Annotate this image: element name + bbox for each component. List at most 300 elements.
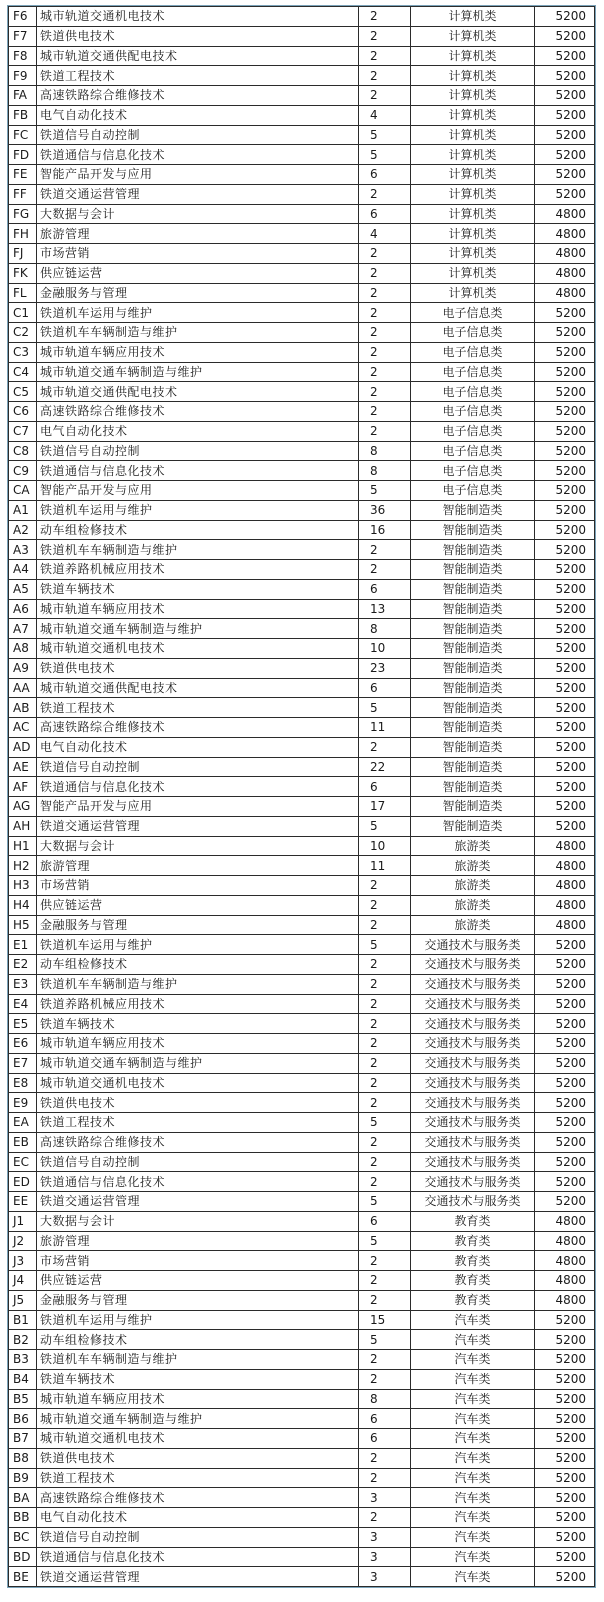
table-row [9,1389,595,1409]
program-count-cell: 5 [359,935,411,955]
program-code-cell: E3 [9,974,37,994]
program-fee-cell: 5200 [535,1113,595,1133]
table-row [9,1369,595,1389]
program-name-cell: 城市轨道交通车辆制造与维护 [37,362,359,382]
program-name-cell: 铁道车辆技术 [37,1369,359,1389]
program-name-cell: 铁道供电技术 [37,26,359,46]
program-code-cell: H3 [9,876,37,896]
table-row [9,1409,595,1429]
program-fee-cell: 5200 [535,1172,595,1192]
program-code-cell: EC [9,1152,37,1172]
program-name-cell: 铁道通信与信息化技术 [37,145,359,165]
program-count-cell: 2 [359,1508,411,1528]
program-name-cell: 城市轨道车辆应用技术 [37,1389,359,1409]
program-name-cell: 市场营销 [37,1251,359,1271]
table-row [9,204,595,224]
program-name-cell: 铁道工程技术 [37,1468,359,1488]
program-count-cell: 2 [359,1132,411,1152]
program-name-cell: 高速铁路综合维修技术 [37,718,359,738]
program-code-cell: C7 [9,421,37,441]
program-code-cell: F9 [9,66,37,86]
program-count-cell: 2 [359,1290,411,1310]
table-row [9,66,595,86]
table-row [9,1053,595,1073]
program-name-cell: 金融服务与管理 [37,915,359,935]
program-category-cell: 交通技术与服务类 [411,1093,535,1113]
program-fee-cell: 5200 [535,718,595,738]
table-frame [7,5,596,1588]
table-row [9,1132,595,1152]
program-name-cell: 城市轨道车辆应用技术 [37,342,359,362]
program-code-cell: FK [9,263,37,283]
program-category-cell: 教育类 [411,1251,535,1271]
program-name-cell: 铁道养路机械应用技术 [37,994,359,1014]
program-code-cell: B4 [9,1369,37,1389]
program-count-cell: 2 [359,955,411,975]
program-count-cell: 6 [359,777,411,797]
table-row [9,1508,595,1528]
program-fee-cell: 5200 [535,678,595,698]
program-code-cell: BE [9,1567,37,1587]
program-code-cell: J3 [9,1251,37,1271]
program-category-cell: 教育类 [411,1211,535,1231]
table-row [9,263,595,283]
program-category-cell: 旅游类 [411,895,535,915]
program-fee-cell: 5200 [535,1014,595,1034]
program-category-cell: 交通技术与服务类 [411,1034,535,1054]
program-category-cell: 汽车类 [411,1508,535,1528]
program-count-cell: 2 [359,1073,411,1093]
program-count-cell: 2 [359,1350,411,1370]
program-category-cell: 智能制造类 [411,816,535,836]
table-row [9,599,595,619]
program-category-cell: 电子信息类 [411,342,535,362]
table-row [9,718,595,738]
program-category-cell: 交通技术与服务类 [411,1014,535,1034]
program-name-cell: 城市轨道交通车辆制造与维护 [37,619,359,639]
program-name-cell: 城市轨道交通机电技术 [37,1073,359,1093]
program-category-cell: 交通技术与服务类 [411,1113,535,1133]
table-row [9,1488,595,1508]
program-code-cell: B6 [9,1409,37,1429]
table-row [9,619,595,639]
table-row [9,1468,595,1488]
program-category-cell: 教育类 [411,1271,535,1291]
program-count-cell: 3 [359,1527,411,1547]
program-code-cell: E1 [9,935,37,955]
program-name-cell: 城市轨道交通供配电技术 [37,382,359,402]
table-row [9,184,595,204]
program-name-cell: 铁道机车运用与维护 [37,935,359,955]
program-count-cell: 2 [359,1093,411,1113]
program-fee-cell: 5200 [535,757,595,777]
program-name-cell: 铁道交通运营管理 [37,184,359,204]
program-code-cell: FA [9,86,37,106]
table-row [9,1231,595,1251]
program-count-cell: 5 [359,698,411,718]
program-category-cell: 交通技术与服务类 [411,974,535,994]
program-name-cell: 铁道信号自动控制 [37,441,359,461]
table-row [9,1429,595,1449]
program-fee-cell: 4800 [535,263,595,283]
program-count-cell: 8 [359,461,411,481]
program-category-cell: 计算机类 [411,184,535,204]
table-row [9,1034,595,1054]
program-category-cell: 计算机类 [411,105,535,125]
program-name-cell: 动车组检修技术 [37,520,359,540]
table-row [9,105,595,125]
program-count-cell: 10 [359,639,411,659]
program-fee-cell: 5200 [535,86,595,106]
program-count-cell: 6 [359,165,411,185]
program-category-cell: 计算机类 [411,263,535,283]
program-count-cell: 11 [359,718,411,738]
program-name-cell: 铁道机车运用与维护 [37,500,359,520]
table-row [9,1567,595,1587]
program-count-cell: 2 [359,994,411,1014]
program-fee-cell: 5200 [535,303,595,323]
program-category-cell: 智能制造类 [411,777,535,797]
program-fee-cell: 4800 [535,1271,595,1291]
program-count-cell: 2 [359,323,411,343]
program-code-cell: F8 [9,46,37,66]
table-row [9,1113,595,1133]
program-category-cell: 智能制造类 [411,500,535,520]
program-count-cell: 2 [359,46,411,66]
program-count-cell: 6 [359,204,411,224]
program-count-cell: 4 [359,224,411,244]
program-fee-cell: 5200 [535,1448,595,1468]
program-name-cell: 高速铁路综合维修技术 [37,86,359,106]
table-row [9,382,595,402]
program-fee-cell: 5200 [535,737,595,757]
program-name-cell: 金融服务与管理 [37,1290,359,1310]
program-count-cell: 6 [359,579,411,599]
table-row [9,1093,595,1113]
program-code-cell: F6 [9,7,37,27]
program-count-cell: 2 [359,1172,411,1192]
program-count-cell: 2 [359,184,411,204]
program-fee-cell: 5200 [535,1567,595,1587]
program-code-cell: EE [9,1192,37,1212]
program-code-cell: BC [9,1527,37,1547]
program-code-cell: ED [9,1172,37,1192]
program-fee-cell: 4800 [535,1251,595,1271]
program-category-cell: 电子信息类 [411,362,535,382]
program-name-cell: 高速铁路综合维修技术 [37,402,359,422]
program-name-cell: 城市轨道交通机电技术 [37,7,359,27]
program-name-cell: 铁道机车车辆制造与维护 [37,540,359,560]
program-fee-cell: 5200 [535,402,595,422]
program-code-cell: EA [9,1113,37,1133]
program-count-cell: 23 [359,658,411,678]
table-row [9,1014,595,1034]
program-category-cell: 电子信息类 [411,303,535,323]
table-row [9,461,595,481]
program-code-cell: J5 [9,1290,37,1310]
program-category-cell: 电子信息类 [411,323,535,343]
program-fee-cell: 5200 [535,1310,595,1330]
program-category-cell: 智能制造类 [411,619,535,639]
program-category-cell: 智能制造类 [411,520,535,540]
program-count-cell: 4 [359,105,411,125]
program-count-cell: 2 [359,1468,411,1488]
program-code-cell: AC [9,718,37,738]
program-category-cell: 汽车类 [411,1429,535,1449]
program-count-cell: 2 [359,1014,411,1034]
program-name-cell: 高速铁路综合维修技术 [37,1488,359,1508]
program-count-cell: 2 [359,1448,411,1468]
program-code-cell: FG [9,204,37,224]
table-row [9,856,595,876]
program-code-cell: B9 [9,1468,37,1488]
table-row [9,1547,595,1567]
program-category-cell: 交通技术与服务类 [411,1073,535,1093]
program-fee-cell: 5200 [535,362,595,382]
program-code-cell: C1 [9,303,37,323]
program-name-cell: 铁道机车运用与维护 [37,303,359,323]
program-count-cell: 5 [359,1231,411,1251]
program-category-cell: 旅游类 [411,856,535,876]
program-fee-cell: 5200 [535,7,595,27]
program-name-cell: 智能产品开发与应用 [37,165,359,185]
program-code-cell: BD [9,1547,37,1567]
program-name-cell: 市场营销 [37,244,359,264]
program-code-cell: E4 [9,994,37,1014]
program-code-cell: FB [9,105,37,125]
program-code-cell: A2 [9,520,37,540]
program-name-cell: 电气自动化技术 [37,421,359,441]
table-row [9,1251,595,1271]
program-fee-cell: 4800 [535,915,595,935]
table-row [9,7,595,27]
program-count-cell: 2 [359,876,411,896]
program-fee-cell: 5200 [535,520,595,540]
program-fee-cell: 5200 [535,26,595,46]
program-fee-cell: 5200 [535,639,595,659]
table-row [9,579,595,599]
program-count-cell: 10 [359,836,411,856]
program-name-cell: 铁道工程技术 [37,1113,359,1133]
table-row [9,540,595,560]
program-code-cell: E2 [9,955,37,975]
program-count-cell: 2 [359,1034,411,1054]
program-fee-cell: 5200 [535,1547,595,1567]
program-code-cell: AH [9,816,37,836]
program-count-cell: 2 [359,915,411,935]
program-fee-cell: 4800 [535,1290,595,1310]
program-code-cell: C8 [9,441,37,461]
program-code-cell: F7 [9,26,37,46]
program-code-cell: CA [9,481,37,501]
program-category-cell: 计算机类 [411,125,535,145]
program-fee-cell: 5200 [535,1468,595,1488]
program-category-cell: 计算机类 [411,66,535,86]
table-row [9,342,595,362]
program-fee-cell: 5200 [535,1429,595,1449]
program-code-cell: A3 [9,540,37,560]
program-fee-cell: 4800 [535,836,595,856]
program-code-cell: FF [9,184,37,204]
program-category-cell: 汽车类 [411,1330,535,1350]
program-code-cell: AF [9,777,37,797]
program-count-cell: 2 [359,86,411,106]
program-name-cell: 铁道通信与信息化技术 [37,1172,359,1192]
program-fee-cell: 5200 [535,599,595,619]
program-name-cell: 铁道供电技术 [37,1093,359,1113]
program-fee-cell: 4800 [535,244,595,264]
program-category-cell: 汽车类 [411,1567,535,1587]
table-row [9,1350,595,1370]
program-count-cell: 2 [359,1152,411,1172]
program-name-cell: 铁道车辆技术 [37,579,359,599]
table-row [9,994,595,1014]
program-name-cell: 大数据与会计 [37,836,359,856]
program-code-cell: C3 [9,342,37,362]
program-category-cell: 旅游类 [411,915,535,935]
program-count-cell: 15 [359,1310,411,1330]
program-fee-cell: 5200 [535,323,595,343]
program-code-cell: B8 [9,1448,37,1468]
program-fee-cell: 5200 [535,1034,595,1054]
program-code-cell: FJ [9,244,37,264]
program-name-cell: 市场营销 [37,876,359,896]
program-category-cell: 汽车类 [411,1350,535,1370]
program-count-cell: 2 [359,382,411,402]
table-row [9,244,595,264]
program-name-cell: 城市轨道交通机电技术 [37,639,359,659]
program-count-cell: 36 [359,500,411,520]
program-category-cell: 电子信息类 [411,402,535,422]
program-fee-cell: 4800 [535,856,595,876]
program-code-cell: J2 [9,1231,37,1251]
program-category-cell: 电子信息类 [411,441,535,461]
program-fee-cell: 4800 [535,204,595,224]
table-row [9,1330,595,1350]
program-name-cell: 动车组检修技术 [37,1330,359,1350]
program-table [8,6,595,1587]
program-name-cell: 智能产品开发与应用 [37,797,359,817]
program-count-cell: 22 [359,757,411,777]
program-code-cell: A6 [9,599,37,619]
program-category-cell: 计算机类 [411,26,535,46]
program-fee-cell: 5200 [535,1527,595,1547]
program-code-cell: C2 [9,323,37,343]
program-fee-cell: 5200 [535,658,595,678]
program-count-cell: 3 [359,1567,411,1587]
table-row [9,125,595,145]
program-name-cell: 铁道机车车辆制造与维护 [37,974,359,994]
program-count-cell: 2 [359,974,411,994]
program-fee-cell: 5200 [535,1409,595,1429]
program-fee-cell: 5200 [535,421,595,441]
program-name-cell: 旅游管理 [37,1231,359,1251]
program-name-cell: 城市轨道交通供配电技术 [37,678,359,698]
table-row [9,303,595,323]
table-row [9,1310,595,1330]
program-code-cell: FC [9,125,37,145]
program-code-cell: C5 [9,382,37,402]
program-name-cell: 铁道工程技术 [37,66,359,86]
program-name-cell: 铁道供电技术 [37,658,359,678]
program-fee-cell: 5200 [535,461,595,481]
table-row [9,658,595,678]
program-fee-cell: 4800 [535,876,595,896]
program-name-cell: 城市轨道交通供配电技术 [37,46,359,66]
program-fee-cell: 5200 [535,1152,595,1172]
program-code-cell: H1 [9,836,37,856]
program-code-cell: E9 [9,1093,37,1113]
program-fee-cell: 5200 [535,382,595,402]
program-code-cell: AD [9,737,37,757]
program-category-cell: 智能制造类 [411,718,535,738]
table-row [9,1527,595,1547]
program-fee-cell: 5200 [535,165,595,185]
program-code-cell: BA [9,1488,37,1508]
table-row [9,441,595,461]
program-name-cell: 铁道信号自动控制 [37,1152,359,1172]
program-name-cell: 电气自动化技术 [37,105,359,125]
program-fee-cell: 4800 [535,224,595,244]
program-name-cell: 铁道机车车辆制造与维护 [37,1350,359,1370]
program-fee-cell: 5200 [535,935,595,955]
program-name-cell: 电气自动化技术 [37,737,359,757]
program-category-cell: 智能制造类 [411,757,535,777]
program-code-cell: H2 [9,856,37,876]
program-count-cell: 5 [359,481,411,501]
program-code-cell: J4 [9,1271,37,1291]
program-code-cell: A9 [9,658,37,678]
table-row [9,836,595,856]
program-table-body [9,7,595,1587]
program-name-cell: 电气自动化技术 [37,1508,359,1528]
program-category-cell: 旅游类 [411,876,535,896]
program-name-cell: 铁道信号自动控制 [37,757,359,777]
program-fee-cell: 5200 [535,145,595,165]
program-code-cell: B2 [9,1330,37,1350]
program-fee-cell: 5200 [535,66,595,86]
program-count-cell: 13 [359,599,411,619]
program-code-cell: A8 [9,639,37,659]
program-count-cell: 2 [359,342,411,362]
program-code-cell: FD [9,145,37,165]
program-code-cell: FL [9,283,37,303]
program-code-cell: E7 [9,1053,37,1073]
program-count-cell: 6 [359,1429,411,1449]
program-count-cell: 6 [359,678,411,698]
table-row [9,698,595,718]
program-name-cell: 城市轨道车辆应用技术 [37,599,359,619]
program-code-cell: A7 [9,619,37,639]
table-row [9,165,595,185]
table-row [9,639,595,659]
program-fee-cell: 5200 [535,974,595,994]
program-name-cell: 铁道机车运用与维护 [37,1310,359,1330]
program-count-cell: 2 [359,1251,411,1271]
program-count-cell: 2 [359,402,411,422]
table-row [9,1271,595,1291]
program-fee-cell: 5200 [535,777,595,797]
program-category-cell: 汽车类 [411,1488,535,1508]
program-category-cell: 交通技术与服务类 [411,935,535,955]
program-code-cell: H4 [9,895,37,915]
program-name-cell: 旅游管理 [37,224,359,244]
program-fee-cell: 4800 [535,895,595,915]
program-fee-cell: 5200 [535,994,595,1014]
program-count-cell: 5 [359,816,411,836]
program-fee-cell: 5200 [535,1488,595,1508]
program-fee-cell: 5200 [535,105,595,125]
